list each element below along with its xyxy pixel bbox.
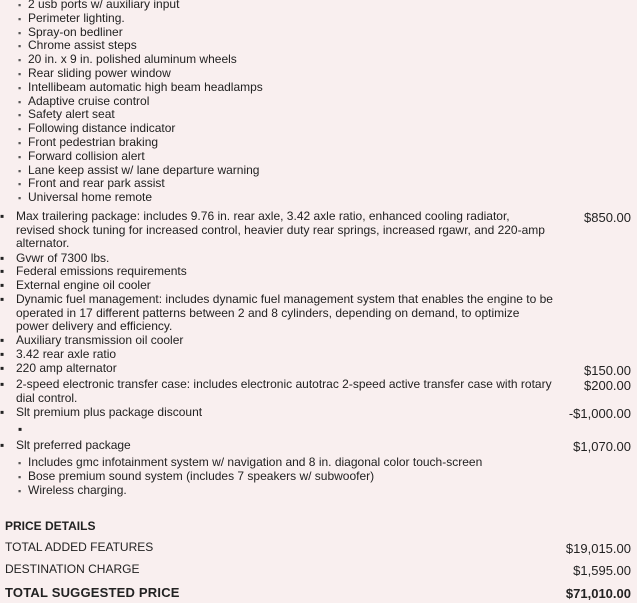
- sub-feature-text: Perimeter lighting.: [28, 10, 125, 25]
- bullet-icon: ▪: [0, 405, 5, 419]
- sub-feature-text: Universal home remote: [28, 190, 153, 205]
- option-description-line: 2-speed electronic transfer case: includes electronic autotrac 2-speed active transfer case with rotary: [16, 377, 552, 391]
- bullet-icon: ▪: [18, 13, 22, 24]
- sub-feature-item: [18, 94, 149, 108]
- bullet-icon: ▪: [18, 471, 22, 482]
- bullet-icon: ▪: [18, 41, 22, 52]
- sub-feature-text: Chrome assist steps: [28, 38, 137, 53]
- bullet-icon: ▪: [18, 27, 22, 38]
- bullet-icon: ▪: [18, 422, 23, 436]
- sub-feature-text: Wireless charging.: [28, 482, 127, 497]
- option-description-line: operated in 17 different patterns between 2 and 8 cylinders, depending on demand, to optimize: [16, 305, 520, 320]
- sub-feature-item: [18, 483, 127, 497]
- sub-feature-text: Bose premium sound system (includes 7 speakers w/ subwoofer): [28, 468, 375, 483]
- sub-feature-text: Rear sliding power window: [28, 66, 171, 80]
- option-description-line: Max trailering package: includes 9.76 in. rear axle, 3.42 axle ratio, enhanced cooling radiator,: [16, 209, 510, 223]
- bullet-icon: ▪: [18, 69, 22, 79]
- bullet-icon: ▪: [18, 179, 22, 190]
- bullet-icon: ▪: [18, 82, 22, 93]
- sub-feature-text: 2 usb ports w/ auxiliary input: [28, 0, 180, 11]
- total-price-value: $71,010.00: [565, 586, 631, 601]
- option-description-line: alternator.: [16, 236, 70, 250]
- option-description-line: Slt preferred package: [16, 438, 131, 452]
- total-price-label: TOTAL SUGGESTED PRICE: [5, 585, 180, 600]
- bullet-icon: ▪: [18, 0, 22, 10]
- sub-feature-item: [18, 149, 145, 163]
- bullet-icon: ▪: [0, 438, 5, 452]
- option-description-line: revised shock tuning for increased control, heavier duty rear springs, increased rgawr, and 220-amp: [16, 222, 545, 237]
- sub-feature-text: Spray-on bedliner: [28, 24, 123, 39]
- sub-feature-item: [18, 135, 158, 149]
- bullet-icon: ▪: [0, 292, 5, 306]
- sub-feature-text: Lane keep assist w/ lane departure warning: [28, 162, 260, 177]
- option-price: -$1,000.00: [568, 406, 631, 421]
- added-features-value: $19,015.00: [565, 541, 631, 556]
- sub-feature-text: 20 in. x 9 in. polished aluminum wheels: [28, 52, 237, 67]
- destination-label: DESTINATION CHARGE: [5, 562, 140, 576]
- added-features-label: TOTAL ADDED FEATURES: [5, 540, 154, 554]
- destination-value: $1,595.00: [573, 563, 631, 578]
- option-description-line: External engine oil cooler: [16, 278, 151, 292]
- bullet-icon: ▪: [18, 193, 22, 204]
- bullet-icon: ▪: [0, 278, 5, 292]
- sub-feature-text: Adaptive cruise control: [28, 93, 150, 108]
- bullet-icon: ▪: [18, 96, 22, 107]
- option-description-line: 220 amp alternator: [16, 361, 117, 375]
- sub-feature-text: Safety alert seat: [28, 107, 115, 122]
- bullet-icon: ▪: [0, 333, 5, 347]
- sub-feature-item: [18, 455, 482, 469]
- sub-feature-text: Front and rear park assist: [28, 176, 165, 191]
- sub-feature-text: Front pedestrian braking: [28, 135, 159, 149]
- sub-feature-item: [18, 469, 374, 483]
- option-description-line: power delivery and efficiency.: [16, 319, 173, 333]
- sub-feature-item: [18, 80, 263, 94]
- option-description-line: dial control.: [16, 390, 78, 405]
- bullet-icon: ▪: [18, 138, 22, 148]
- bullet-icon: ▪: [18, 165, 22, 176]
- bullet-icon: ▪: [18, 485, 22, 496]
- option-description-line: Dynamic fuel management: includes dynamic fuel management system that enables the engine to be: [16, 292, 553, 306]
- sub-feature-item: [18, 25, 123, 39]
- bullet-icon: ▪: [18, 110, 22, 121]
- sub-feature-item: [18, 52, 237, 66]
- option-price: $1,070.00: [573, 439, 631, 454]
- sub-feature-text: Following distance indicator: [28, 121, 176, 136]
- bullet-icon: ▪: [18, 55, 22, 66]
- sub-feature-item: [18, 107, 115, 121]
- sub-feature-text: Includes gmc infotainment system w/ navigation and 8 in. diagonal color touch-screen: [28, 455, 483, 469]
- bullet-icon: ▪: [0, 377, 5, 391]
- sub-feature-item: [18, 190, 152, 204]
- bullet-icon: ▪: [0, 209, 5, 223]
- sub-feature-item: [18, 121, 175, 135]
- option-description-line: Auxiliary transmission oil cooler: [16, 333, 184, 347]
- sub-feature-item: [18, 11, 125, 25]
- sub-feature-item: [18, 38, 137, 52]
- bullet-icon: ▪: [0, 361, 5, 375]
- option-description-line: 3.42 rear axle ratio: [16, 347, 117, 361]
- price-details-heading: PRICE DETAILS: [5, 519, 96, 533]
- bullet-icon: ▪: [18, 458, 22, 468]
- option-description-line: Slt premium plus package discount: [16, 405, 203, 419]
- bullet-icon: ▪: [0, 264, 5, 278]
- bullet-icon: ▪: [0, 251, 5, 265]
- sub-feature-text: Intellibeam automatic high beam headlamps: [28, 79, 263, 94]
- option-price: $850.00: [584, 210, 631, 225]
- sub-feature-item: [18, 66, 171, 80]
- bullet-icon: ▪: [18, 124, 22, 135]
- sub-feature-text: Forward collision alert: [28, 148, 145, 163]
- option-price: $200.00: [584, 378, 631, 393]
- bullet-icon: ▪: [18, 151, 22, 162]
- option-description-line: Federal emissions requirements: [16, 264, 187, 278]
- option-price: $150.00: [584, 363, 631, 378]
- bullet-icon: ▪: [0, 347, 5, 361]
- sub-feature-item: [18, 163, 259, 177]
- option-description-line: Gvwr of 7300 lbs.: [16, 251, 110, 265]
- sub-feature-item: [18, 176, 165, 190]
- sub-feature-item: [18, 0, 179, 11]
